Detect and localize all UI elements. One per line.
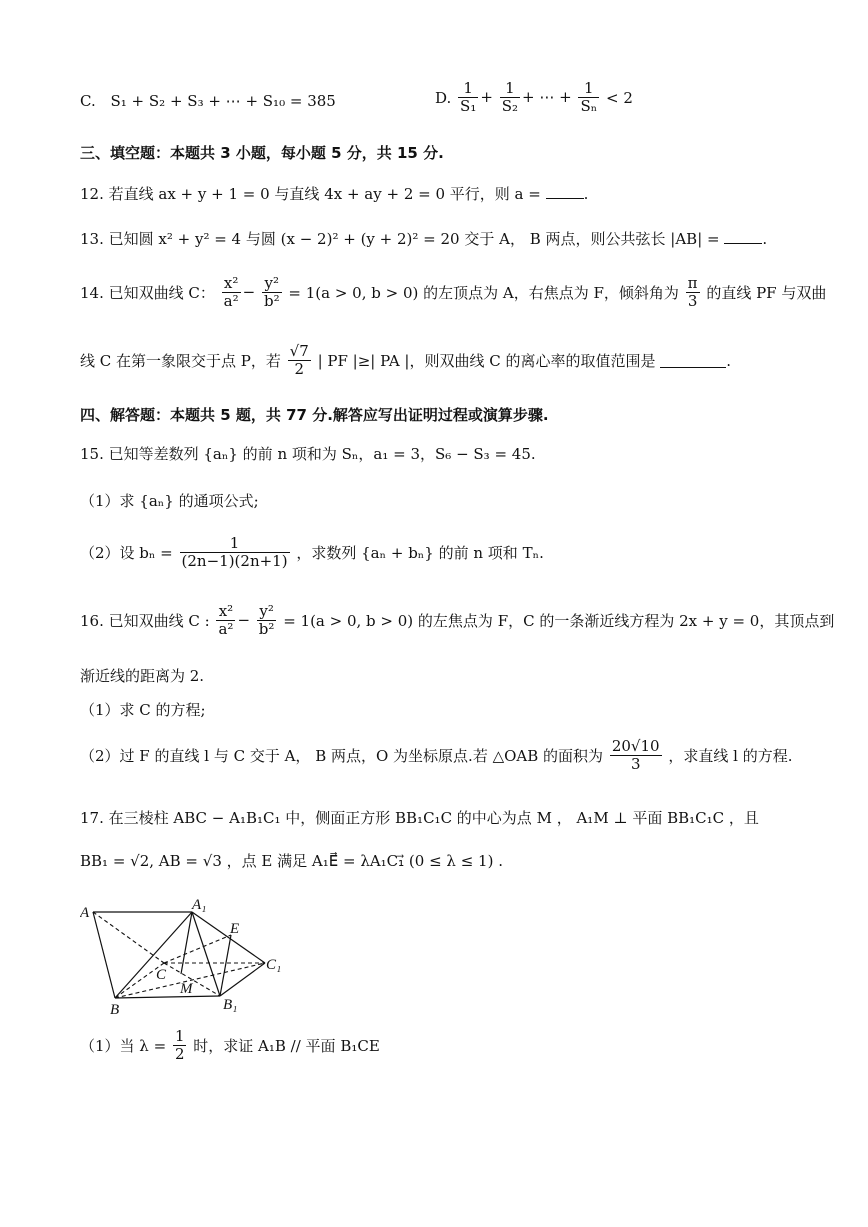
fraction-1-s1: $\frac{1}{\text{S₁}}$ — [460, 79, 477, 116]
edge-a1-c1 — [192, 912, 265, 963]
question-text: 14. 已知双曲线 C： — [80, 283, 215, 302]
question-text: ，求直线 l 的方程. — [668, 746, 793, 765]
fraction-1-sn: $\frac{1}{\text{Sₙ}}$ — [580, 79, 598, 116]
label-a1: A₁ — [192, 897, 207, 913]
question-end: . — [726, 351, 732, 370]
question-text: 线 C 在第一象限交于点 P，若 — [80, 351, 281, 370]
question-text: 时，求证 A₁B // 平面 B₁CE — [193, 1036, 380, 1055]
question-14-line-2 — [80, 343, 731, 379]
label-c: C — [156, 967, 167, 983]
question-end: . — [762, 230, 768, 248]
fraction-1-s2: $\frac{1}{\text{S₂}}$ — [501, 79, 518, 116]
question-text: 的直线 PF 与双曲 — [706, 283, 827, 302]
q11-option-d: D. $\frac{1}{\text{S₁}}$ + $\frac{1}{\text{S₂}}$ + ⋯ + $\frac{1}{\text{Sₙ}}$ < 2 — [435, 79, 633, 116]
question-15-stem: 15. 已知等差数列 {aₙ} 的前 n 项和为 Sₙ，a₁ = 3，S₆ − S₃ = 45. — [80, 445, 536, 463]
question-12 — [80, 184, 588, 203]
edge-c1-b1 — [220, 963, 265, 996]
question-text: （2）过 F 的直线 l 与 C 交于 A， B 两点，O 为坐标原点.若 △OAB 的面积为 — [80, 746, 604, 765]
label-c1: C₁ — [266, 957, 282, 973]
question-15-part-1: （1）求 {aₙ} 的通项公式; — [80, 492, 259, 510]
question-text: 12. 若直线 ax + y + 1 = 0 与直线 4x + ay + 2 = 0 平行，则 a = — [80, 185, 541, 203]
label-a: A — [80, 905, 90, 921]
fraction-x2-a2: $\frac{\text{x²}}{\text{a²}}$ — [218, 602, 234, 639]
label-b1: B₁ — [223, 997, 238, 1013]
question-text: 13. 已知圆 x² + y² = 4 与圆 (x − 2)² + (y + 2)² = 20 交于 A， B 两点，则公共弦长 |AB| = — [80, 230, 720, 248]
fraction-y2-b2: $\frac{\text{y²}}{\text{b²}}$ — [258, 602, 275, 639]
fraction-lambda: $\frac{1}{2}$ — [174, 1027, 185, 1064]
fraction-area: $\frac{20√10}{3}$ — [611, 737, 660, 774]
question-end: . — [583, 185, 589, 203]
question-text: 16. 已知双曲线 C : — [80, 611, 210, 630]
edge-c-e — [164, 935, 231, 963]
q11-option-c — [80, 92, 336, 110]
label-m: M — [180, 981, 193, 997]
question-13 — [80, 229, 767, 248]
question-17-line-1: 17. 在三棱柱 ABC − A₁B₁C₁ 中，侧面正方形 BB₁C₁C 的中心为点 M ， A₁M ⊥ 平面 BB₁C₁C ，且 — [80, 809, 759, 827]
question-text: （2）设 bₙ = — [80, 543, 173, 562]
option-expr: S₁ + S₂ + S₃ + ⋯ + S₁₀ = 385 — [110, 92, 336, 110]
question-16-line-2: 渐近线的距离为 2. — [80, 667, 205, 685]
option-tail: < 2 — [605, 88, 633, 107]
answer-blank[interactable] — [546, 184, 584, 199]
question-text: ，求数列 {aₙ + bₙ} 的前 n 项和 Tₙ. — [296, 543, 544, 562]
fraction-pi-3: $\frac{\pi}{3}$ — [687, 274, 698, 311]
section-3-title: 三、填空题：本题共 3 小题，每小题 5 分，共 15 分. — [80, 144, 444, 162]
question-16-part-2 — [80, 738, 792, 774]
fraction-b-n: $\frac{1}{(2n-1)(2n+1)}$ — [181, 534, 288, 571]
answer-blank[interactable] — [724, 229, 762, 244]
option-label: C. — [80, 92, 96, 110]
question-text: = 1(a > 0, b > 0) 的左顶点为 A，右焦点为 F，倾斜角为 — [288, 283, 679, 302]
fraction-x2-a2: $\frac{\text{x²}}{\text{a²}}$ — [223, 274, 239, 311]
question-text: | PF |≥| PA |，则双曲线 C 的离心率的取值范围是 — [317, 351, 656, 370]
section-4-title: 四、解答题：本题共 5 题，共 77 分.解答应写出证明过程或演算步骤. — [80, 406, 549, 424]
question-17-part-1 — [80, 1028, 380, 1064]
prism-figure — [80, 895, 300, 1020]
fraction-sqrt7-2: $\frac{√7}{2}$ — [289, 342, 309, 379]
label-e: E — [230, 921, 240, 937]
question-15-part-2 — [80, 535, 544, 571]
fraction-y2-b2: $\frac{\text{y²}}{\text{b²}}$ — [263, 274, 280, 311]
question-14-line-1: 14. 已知双曲线 C： $\frac{\text{x²}}{\text{a²}}$ − $\frac{\text{y²}}{\text{b²}}$ = 1(a > 0, b > 0) 的左顶点为 A，右焦点为 F，倾斜角为 $\frac{\pi}{3}$ 的直线 PF 与双曲 — [80, 274, 827, 311]
edge-b-b1 — [115, 996, 220, 998]
question-17-line-2: BB₁ = √2, AB = √3 ，点 E 满足 A₁E⃗ = λA₁C₁⃗ (0 ≤ λ ≤ 1) . — [80, 852, 503, 870]
question-text: （1）当 λ = — [80, 1036, 167, 1055]
question-16-line-1: 16. 已知双曲线 C : $\frac{\text{x²}}{\text{a²}}$ − $\frac{\text{y²}}{\text{b²}}$ = 1(a > 0, b > 0) 的左焦点为 F，C 的一条渐近线方程为 2x + y = 0，其顶点到 — [80, 602, 835, 639]
answer-blank[interactable] — [660, 353, 726, 368]
edge-a1-m — [181, 912, 192, 974]
label-b: B — [110, 1002, 120, 1018]
edge-a1-b1 — [192, 912, 220, 996]
option-label: D. — [435, 88, 452, 107]
question-text: = 1(a > 0, b > 0) 的左焦点为 F，C 的一条渐近线方程为 2x + y = 0，其顶点到 — [283, 611, 835, 630]
edge-e-b1 — [220, 935, 231, 996]
question-16-part-1: （1）求 C 的方程; — [80, 701, 206, 719]
